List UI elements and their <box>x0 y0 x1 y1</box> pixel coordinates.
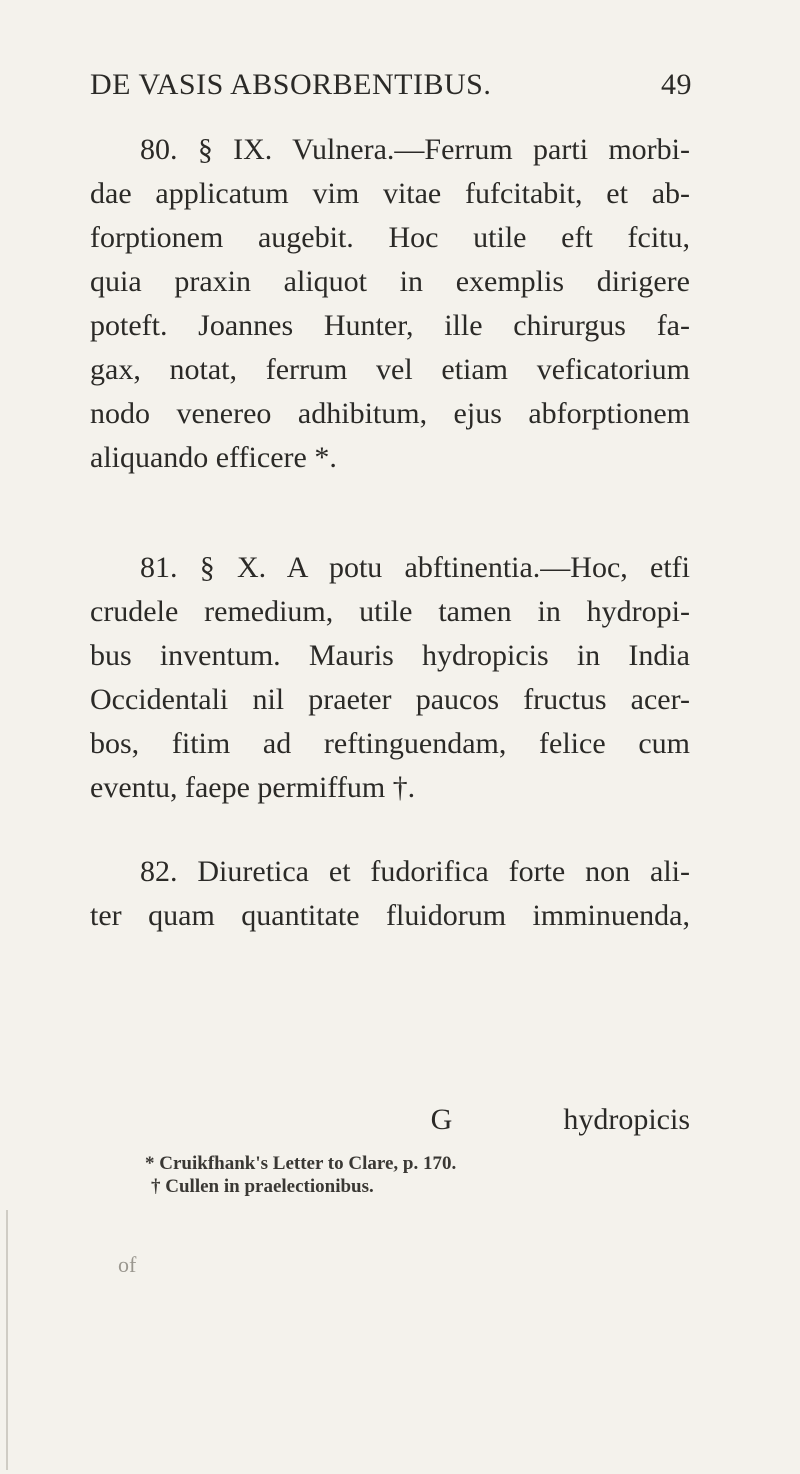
text-line: crudele remedium, utile tamen in hydropi- <box>90 595 690 628</box>
text-line: poteft. Joannes Hunter, ille chirurgus fa- <box>90 309 690 342</box>
paragraph-80 <box>90 128 690 480</box>
text-line: gax, notat, ferrum vel etiam veficatorium <box>90 353 690 386</box>
text-line: bos, fitim ad reftinguendam, felice cum <box>90 727 690 760</box>
signature-mark: G <box>430 1103 453 1136</box>
text-line: eventu, faepe permiffum †. <box>90 771 416 804</box>
text-line: Occidentali nil praeter paucos fructus acer- <box>90 683 690 716</box>
text-line: quia praxin aliquot in exemplis dirigere <box>90 265 690 298</box>
footnote-2: † Cullen in praelectionibus. <box>151 1176 374 1197</box>
footnote-1: * Cruikfhank's Letter to Clare, p. 170. <box>145 1153 457 1174</box>
text-line: 81. § X. A potu abftinentia.—Hoc, etfi <box>140 551 690 584</box>
text-line: forptionem augebit. Hoc utile eft fcitu, <box>90 221 690 254</box>
text-line: 82. Diuretica et fudorifica forte non ali- <box>140 855 690 888</box>
paragraph-81 <box>90 546 690 810</box>
paragraph-82 <box>90 850 690 938</box>
text-line: dae applicatum vim vitae fufcitabit, et ab- <box>90 177 690 210</box>
catchword-row <box>431 1103 690 1137</box>
page-number: 49 <box>661 68 692 101</box>
page-edge-shadow <box>6 1210 8 1470</box>
body-text <box>90 128 690 938</box>
running-title: DE VASIS ABSORBENTIBUS. <box>90 68 492 101</box>
text-line: ter quam quantitate fluidorum imminuenda, <box>90 899 690 932</box>
bottom-fragment: of <box>118 1252 137 1277</box>
text-line: aliquando efficere *. <box>90 441 337 474</box>
catchword: hydropicis <box>563 1103 690 1136</box>
text-line: nodo venereo adhibitum, ejus abforptionem <box>90 397 690 430</box>
text-line: bus inventum. Mauris hydropicis in India <box>90 639 690 672</box>
footnotes <box>145 1152 645 1198</box>
text-line: 80. § IX. Vulnera.—Ferrum parti morbi- <box>140 133 690 166</box>
